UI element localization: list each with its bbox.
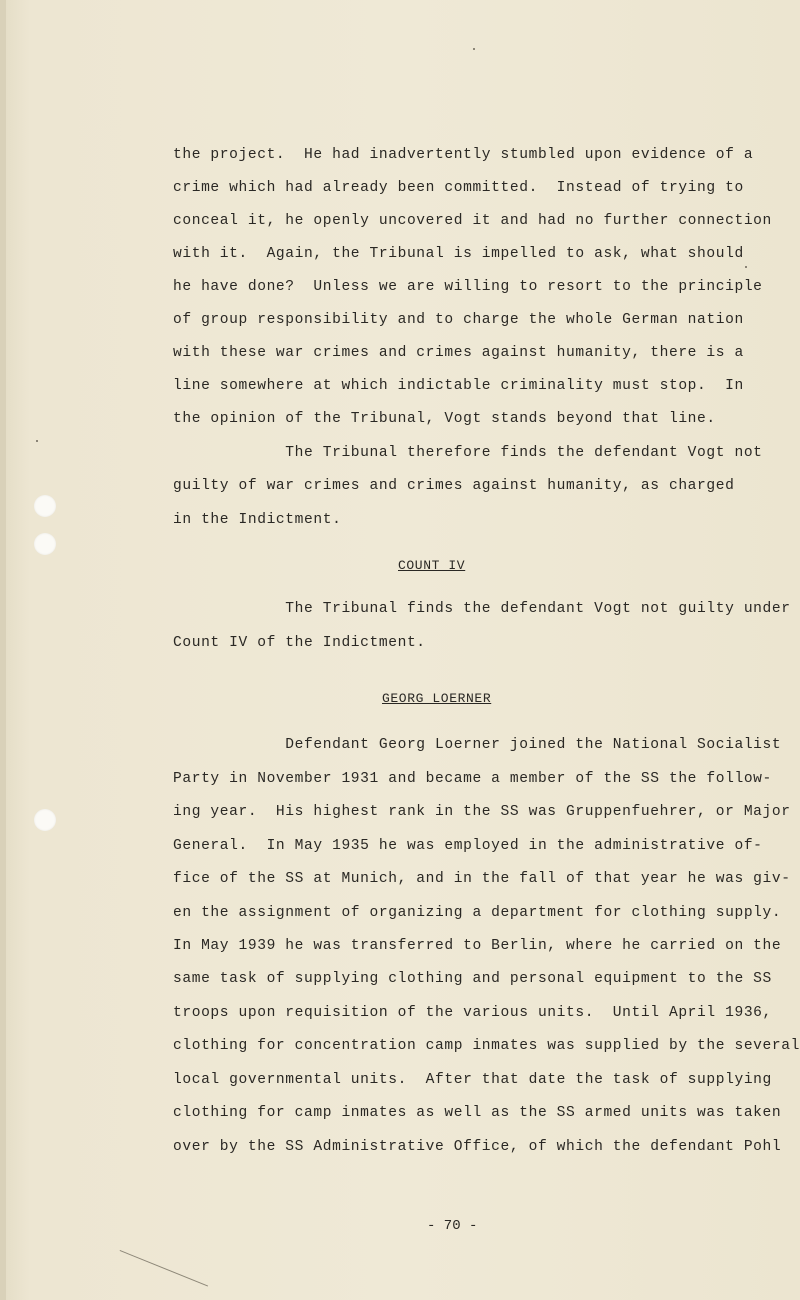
text-line: fice of the SS at Munich, and in the fall of that year he was giv- xyxy=(173,871,791,887)
text-line: line somewhere at which indictable criminality must stop. In xyxy=(173,378,744,394)
text-line: the opinion of the Tribunal, Vogt stands beyond that line. xyxy=(173,411,716,427)
text-line: the project. He had inadvertently stumbled upon evidence of a xyxy=(173,147,754,163)
text-line: with these war crimes and crimes against humanity, there is a xyxy=(173,345,744,361)
text-line: The Tribunal therefore finds the defendant Vogt not xyxy=(173,445,763,461)
text-line: Party in November 1931 and became a member of the SS the follow- xyxy=(173,771,772,787)
paper-streak-mark xyxy=(120,1250,208,1287)
punch-hole-2 xyxy=(34,533,56,555)
text-line: over by the SS Administrative Office, of which the defendant Pohl xyxy=(173,1139,782,1155)
page-left-edge xyxy=(0,0,6,1300)
text-line: General. In May 1935 he was employed in the administrative of- xyxy=(173,838,763,854)
paper-speck xyxy=(745,266,747,268)
page-number: - 70 - xyxy=(427,1218,478,1234)
section-heading-georg-loerner: GEORG LOERNER xyxy=(382,691,492,706)
paper-speck xyxy=(36,440,38,442)
punch-hole-1 xyxy=(34,495,56,517)
text-line: of group responsibility and to charge the whole German nation xyxy=(173,312,744,328)
text-line: The Tribunal finds the defendant Vogt not guilty under xyxy=(173,601,791,617)
section-heading-count-iv: COUNT IV xyxy=(398,558,466,573)
paper-speck xyxy=(473,48,475,50)
text-line: clothing for camp inmates as well as the SS armed units was taken xyxy=(173,1105,782,1121)
text-line: troops upon requisition of the various units. Until April 1936, xyxy=(173,1005,772,1021)
text-line: in the Indictment. xyxy=(173,512,342,528)
text-line: en the assignment of organizing a department for clothing supply. xyxy=(173,905,782,921)
text-line: In May 1939 he was transferred to Berlin, where he carried on the xyxy=(173,938,782,954)
text-line: same task of supplying clothing and personal equipment to the SS xyxy=(173,971,772,987)
text-line: Defendant Georg Loerner joined the National Socialist xyxy=(173,737,782,753)
text-line: ing year. His highest rank in the SS was Gruppenfuehrer, or Major xyxy=(173,804,791,820)
text-line: crime which had already been committed. Instead of trying to xyxy=(173,180,744,196)
text-line: he have done? Unless we are willing to resort to the principle xyxy=(173,279,763,295)
text-line: Count IV of the Indictment. xyxy=(173,635,426,651)
text-line: conceal it, he openly uncovered it and had no further connection xyxy=(173,213,772,229)
text-line: guilty of war crimes and crimes against humanity, as charged xyxy=(173,478,735,494)
text-line: with it. Again, the Tribunal is impelled to ask, what should xyxy=(173,246,744,262)
punch-hole-3 xyxy=(34,809,56,831)
text-line: local governmental units. After that date the task of supplying xyxy=(173,1072,772,1088)
text-line: clothing for concentration camp inmates was supplied by the several xyxy=(173,1038,800,1054)
